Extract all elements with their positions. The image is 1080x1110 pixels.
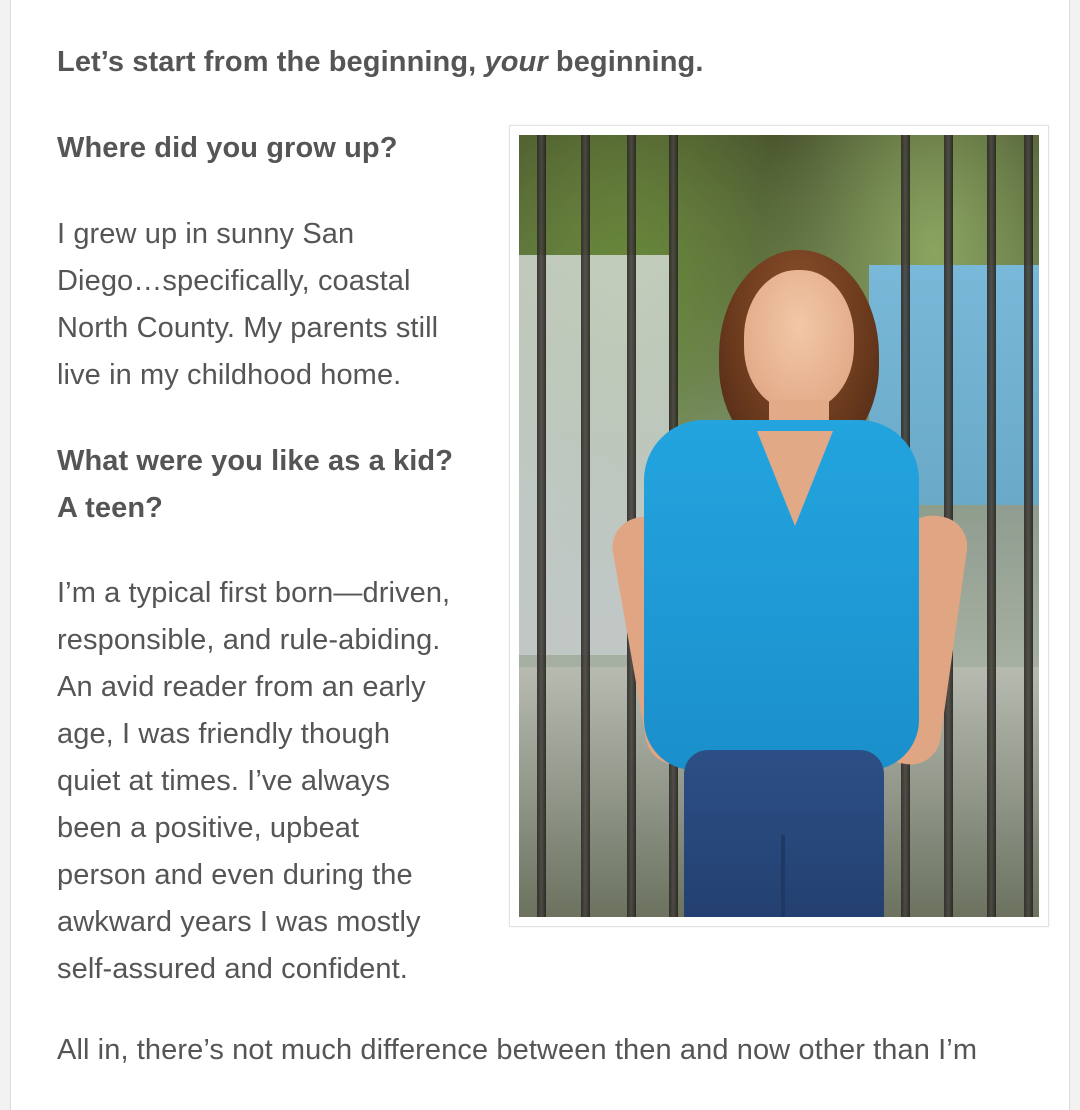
answer-2-line: responsible, and rule-abiding. [57,624,441,656]
answer-2-line: self-assured and confident. [57,953,408,985]
person-shirt-vneck [757,431,833,526]
answer-2-line: quiet at times. I’ve always [57,765,391,797]
outro-text: All in, there’s not much difference between then and now other than I’m [57,1034,978,1066]
answer-2 [57,570,450,993]
answer-2-line: An avid reader from an early [57,671,426,703]
portrait-photo-frame [509,125,1049,927]
answer-1-line: I grew up in sunny San [57,218,355,250]
person-jeans-seam [781,835,785,917]
answer-1-line: North County. My parents still [57,312,439,344]
intro-text [57,0,845,1]
gate-bar [581,135,590,917]
answer-1 [57,211,438,399]
answer-1-line: Diego…specifically, coastal [57,265,411,297]
section-heading [57,39,703,86]
article-page [10,0,1070,1110]
question-2 [57,438,453,532]
question-2-line: A teen? [57,492,163,524]
answer-2-line: person and even during the [57,859,413,891]
section-heading-emphasis: your [484,46,548,78]
gate-bar [1024,135,1033,917]
gate-bar [987,135,996,917]
question-1: Where did you grow up? [57,132,398,164]
answer-2-line: I’m a typical first born—driven, [57,577,451,609]
answer-2-line: been a positive, upbeat [57,812,360,844]
gate-bar [537,135,546,917]
answer-1-line: live in my childhood home. [57,359,402,391]
answer-2-line: age, I was friendly though [57,718,391,750]
answer-2-line: awkward years I was mostly [57,906,421,938]
section-heading-part1: Let’s start from the beginning, [57,46,485,78]
section-heading-part2: beginning. [547,46,704,78]
person-face [744,270,854,410]
question-2-line: What were you like as a kid? [57,445,454,477]
portrait-photo [519,135,1039,917]
